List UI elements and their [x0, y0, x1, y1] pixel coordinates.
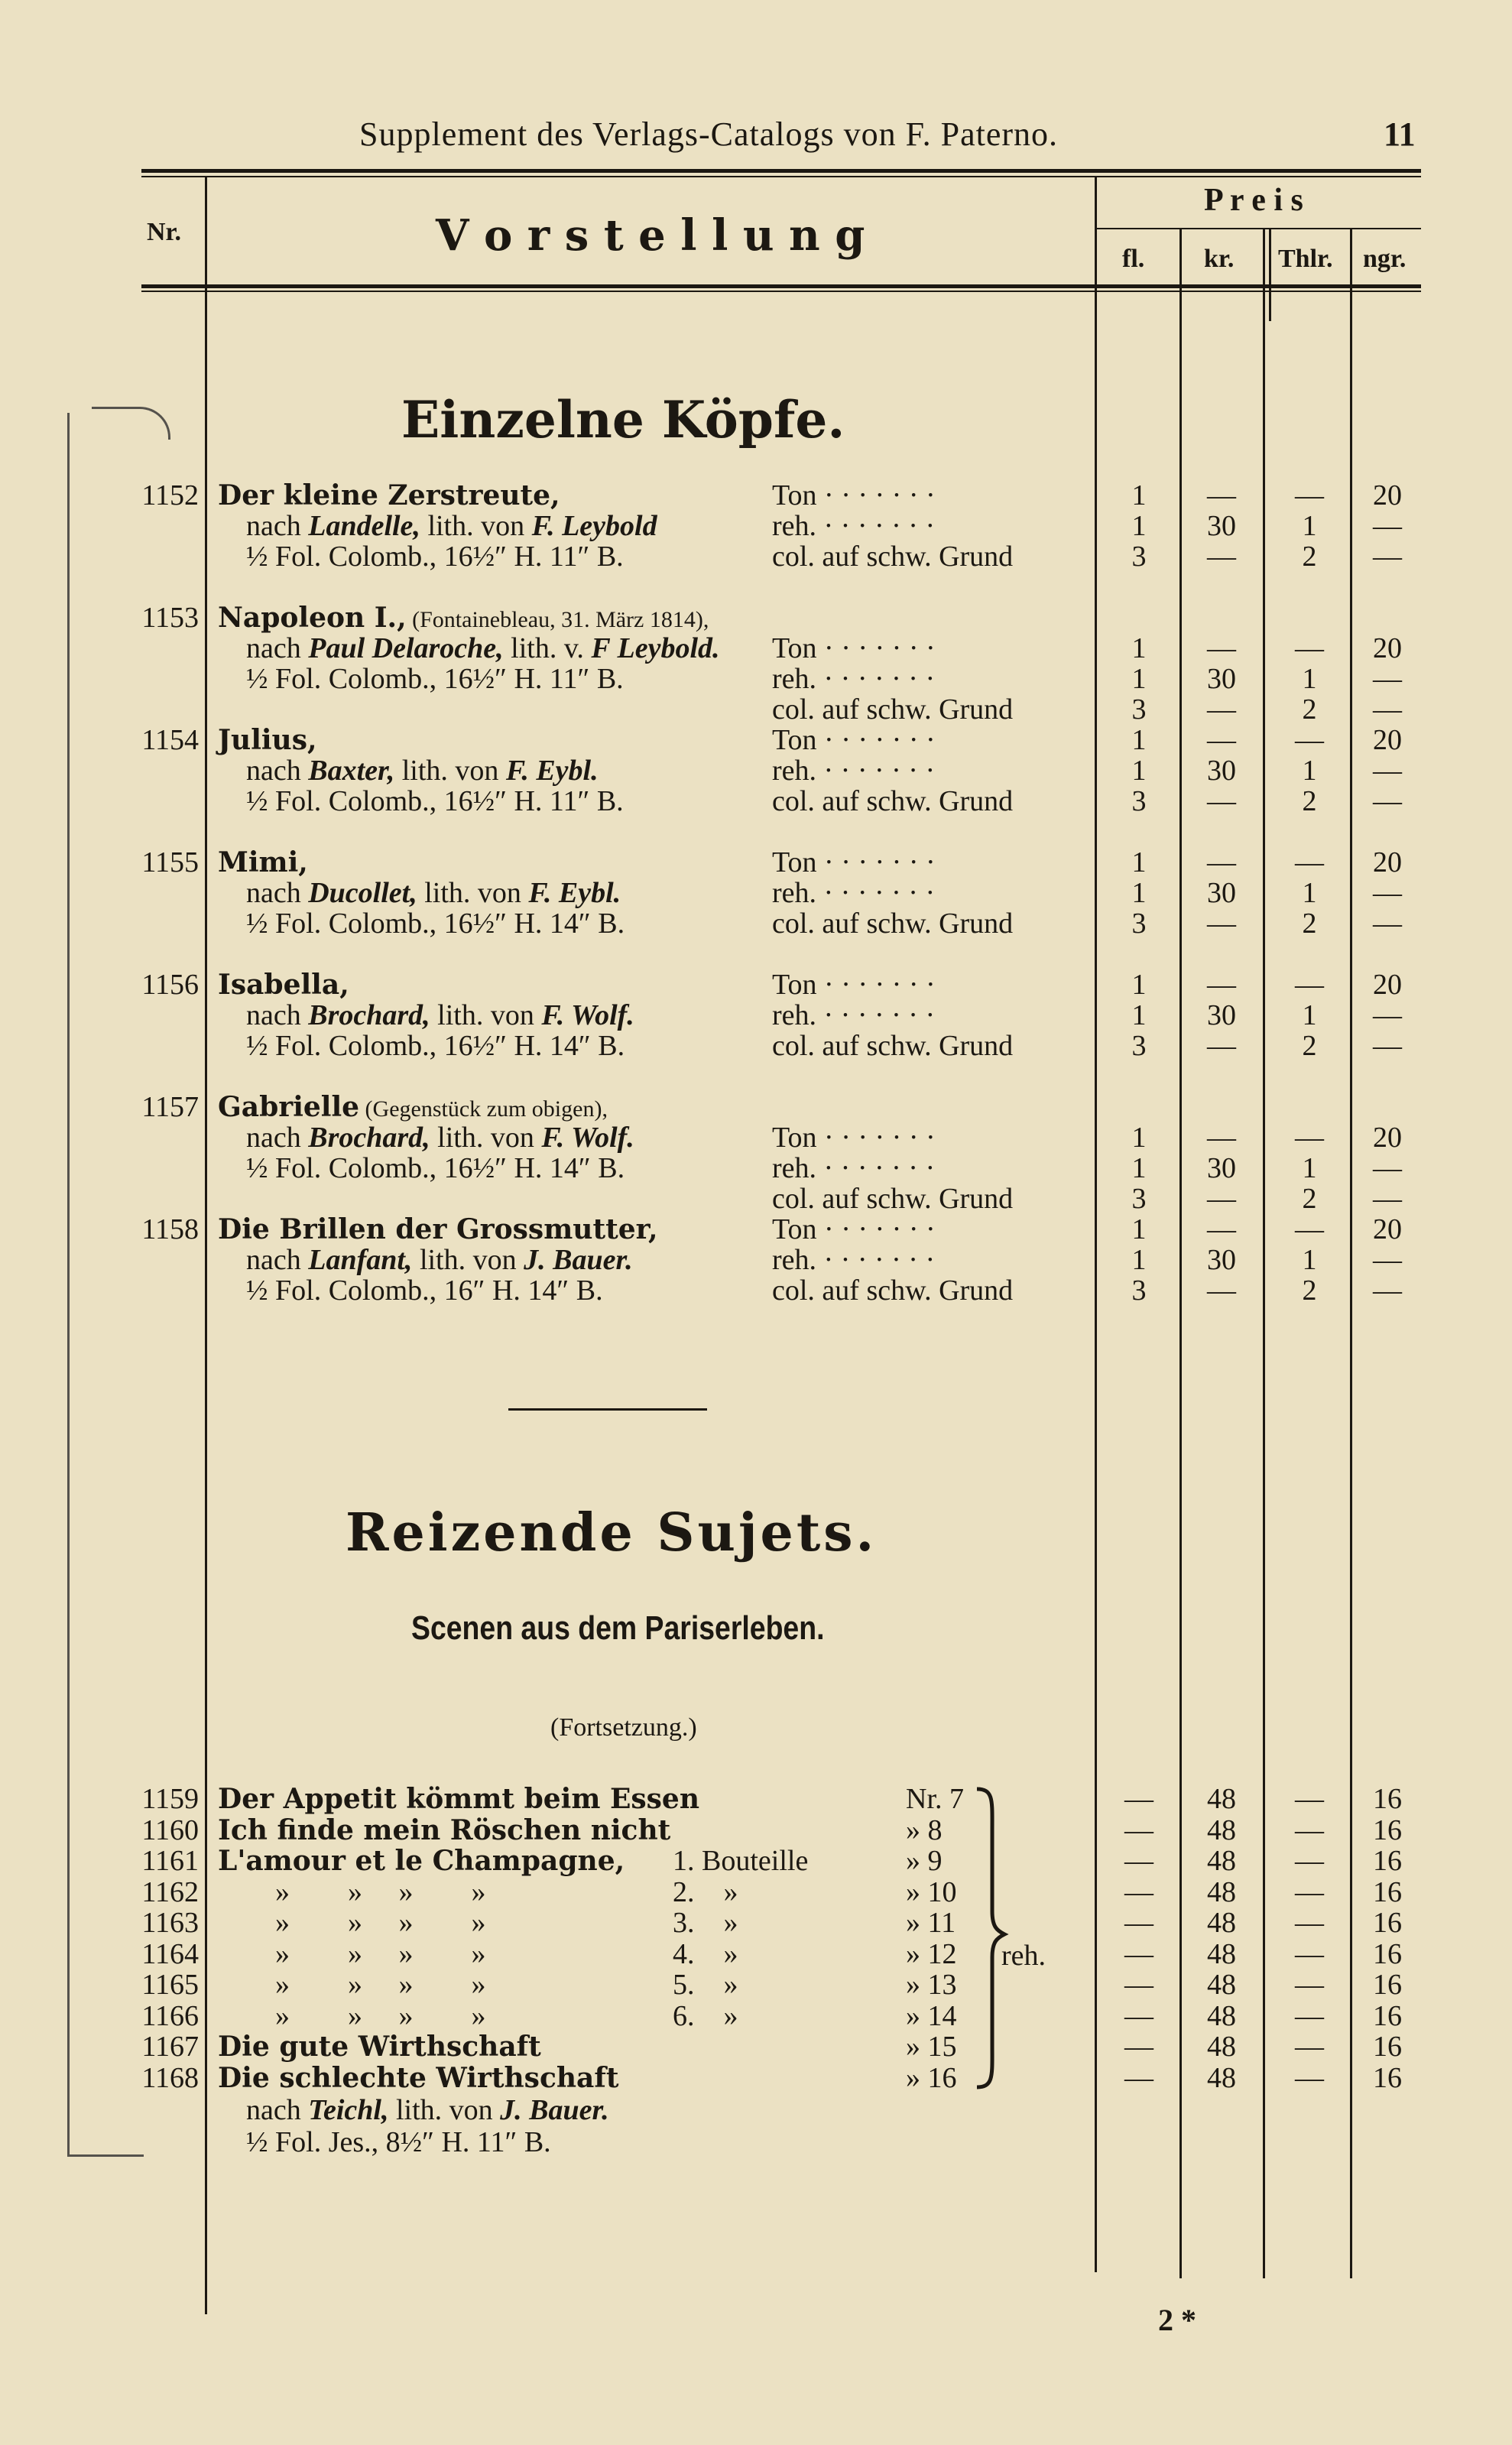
plain-text: nach: [246, 510, 309, 542]
price-thlr: —: [1295, 1213, 1324, 1245]
variant-label: col. auf schw. Grund: [772, 1030, 1014, 1062]
entry-title: » » » »: [275, 1876, 486, 1908]
price-fl: 1: [1131, 755, 1147, 787]
price-ngr: 16: [1373, 2062, 1402, 2094]
entry-number: 1164: [141, 1938, 199, 1970]
name-text: Baxter,: [308, 755, 395, 787]
entry-line: [218, 969, 349, 1000]
title-text: Mimi,: [218, 846, 308, 878]
column-rule-kr: [1263, 229, 1265, 2278]
plain-text: nach: [246, 755, 309, 787]
price-thlr: —: [1295, 2000, 1324, 2032]
price-thlr: 2: [1302, 908, 1317, 940]
column-ngr: ngr.: [1363, 245, 1407, 273]
price-fl: —: [1124, 1907, 1153, 1939]
entry-line: [246, 633, 720, 664]
sheet-number: » 14: [906, 2000, 957, 2032]
header-rule-top-thin: [141, 176, 1421, 177]
price-kr: 48: [1207, 1938, 1236, 1970]
entry-number: 1152: [141, 479, 199, 511]
price-kr: —: [1207, 693, 1236, 726]
price-kr: 30: [1207, 1152, 1236, 1184]
price-kr: —: [1207, 1183, 1236, 1215]
plain-text: nach: [246, 1122, 309, 1154]
plain-text: ½ Fol. Colomb., 16½″ H. 14″ B.: [246, 1152, 625, 1184]
pencil-bracket-top: [92, 407, 170, 440]
price-fl: 1: [1131, 724, 1147, 756]
price-thlr: —: [1295, 1122, 1324, 1154]
price-fl: —: [1124, 1876, 1153, 1908]
price-kr: 48: [1207, 1783, 1236, 1815]
price-fl: 1: [1131, 999, 1147, 1031]
column-preis: P r e i s: [1204, 183, 1303, 218]
price-ngr: —: [1373, 1274, 1402, 1307]
preis-underline: [1095, 228, 1421, 229]
price-kr: 48: [1207, 2062, 1236, 2094]
plain-text: lith. von: [388, 2094, 501, 2126]
sheet-number: » 10: [906, 1876, 957, 1908]
price-thlr: 1: [1302, 510, 1317, 542]
sheet-number: » 15: [906, 2031, 957, 2063]
entry-number: 1153: [141, 602, 199, 634]
variant-label: col. auf schw. Grund: [772, 693, 1014, 726]
price-kr: 30: [1207, 663, 1236, 695]
price-ngr: —: [1373, 785, 1402, 817]
price-ngr: —: [1373, 1183, 1402, 1215]
price-fl: 3: [1131, 1030, 1147, 1062]
variant-label: col. auf schw. Grund: [772, 1183, 1014, 1215]
name-text: Ducollet,: [308, 877, 417, 909]
header-rule-bottom: [141, 284, 1421, 288]
price-thlr: 1: [1302, 999, 1317, 1031]
price-kr: 30: [1207, 755, 1236, 787]
section-title-reizende-sujets: Reizende Sujets.: [346, 1502, 878, 1563]
column-vorstellung: V o r s t e l l u n g: [436, 210, 865, 261]
price-fl: 1: [1131, 1122, 1147, 1154]
bottle-number: 3. »: [673, 1907, 738, 1939]
price-thlr: —: [1295, 1969, 1324, 2001]
price-thlr: —: [1295, 846, 1324, 878]
price-thlr: 2: [1302, 541, 1317, 573]
plain-text: lith. v.: [503, 632, 592, 664]
variant-label: Ton · · · · · · ·: [772, 632, 936, 664]
plain-text: nach: [246, 877, 309, 909]
price-fl: 1: [1131, 479, 1147, 511]
entry-number: 1155: [141, 846, 199, 878]
price-thlr: —: [1295, 1938, 1324, 1970]
price-fl: —: [1124, 2031, 1153, 2063]
price-kr: —: [1207, 1274, 1236, 1307]
page-number: 11: [1384, 115, 1416, 153]
price-fl: 1: [1131, 1152, 1147, 1184]
price-thlr: —: [1295, 1876, 1324, 1908]
header-rule-bottom-thin: [141, 291, 1421, 292]
name-text: F. Wolf.: [541, 1122, 634, 1154]
plain-text: lith. von: [412, 1244, 524, 1276]
price-fl: —: [1124, 1814, 1153, 1846]
section-subtitle: Scenen aus dem Pariserleben.: [411, 1609, 825, 1647]
price-kr: 48: [1207, 1876, 1236, 1908]
price-kr: —: [1207, 541, 1236, 573]
price-ngr: —: [1373, 1152, 1402, 1184]
sheet-number: » 16: [906, 2062, 957, 2094]
note-text: (Gegenstück zum obigen),: [359, 1096, 608, 1122]
price-fl: 1: [1131, 969, 1147, 1001]
section-divider: [508, 1408, 707, 1411]
entry-title: » » » »: [275, 1938, 486, 1970]
price-ngr: —: [1373, 541, 1402, 573]
column-fl: fl.: [1122, 245, 1145, 273]
entry-line: [246, 664, 624, 694]
price-ngr: —: [1373, 755, 1402, 787]
running-header: Supplement des Verlags-Catalogs von F. Paterno.: [359, 115, 1059, 153]
price-thlr: —: [1295, 1783, 1324, 1815]
price-ngr: 20: [1373, 846, 1402, 878]
price-thlr: 2: [1302, 785, 1317, 817]
entry-title: [218, 2031, 541, 2062]
title-text: Der Appetit kömmt beim Essen: [218, 1783, 699, 1815]
entry-number: 1156: [141, 969, 199, 1001]
entry-title: [218, 2063, 618, 2093]
price-thlr: —: [1295, 2031, 1324, 2063]
name-text: Brochard,: [308, 1122, 430, 1154]
entry-line: [218, 725, 317, 755]
footer-lith-line: [246, 2095, 609, 2125]
plain-text: nach: [246, 999, 309, 1031]
price-thlr: —: [1295, 479, 1324, 511]
entry-line: [218, 1214, 658, 1245]
price-fl: 1: [1131, 877, 1147, 909]
price-ngr: 20: [1373, 1122, 1402, 1154]
sheet-number: » 9: [906, 1845, 943, 1877]
price-fl: 1: [1131, 632, 1147, 664]
variant-label: Ton · · · · · · ·: [772, 969, 936, 1001]
price-kr: 48: [1207, 1845, 1236, 1877]
price-thlr: —: [1295, 2062, 1324, 2094]
sheet-number: » 8: [906, 1814, 943, 1846]
entry-line: [246, 511, 657, 541]
price-kr: 30: [1207, 999, 1236, 1031]
plain-text: ½ Fol. Colomb., 16½″ H. 11″ B.: [246, 541, 624, 573]
price-kr: 48: [1207, 1907, 1236, 1939]
column-rule-kr-double: [1269, 229, 1271, 321]
price-fl: 1: [1131, 510, 1147, 542]
title-text: Gabrielle: [218, 1091, 360, 1123]
price-thlr: —: [1295, 1907, 1324, 1939]
price-ngr: —: [1373, 663, 1402, 695]
entry-line: [246, 878, 621, 908]
name-text: J. Bauer.: [500, 2094, 609, 2126]
title-text: Isabella,: [218, 969, 349, 1001]
plain-text: ½ Fol. Colomb., 16½″ H. 14″ B.: [246, 908, 625, 940]
entry-number: 1160: [141, 1814, 199, 1846]
column-kr: kr.: [1204, 245, 1235, 273]
plain-text: ½ Fol. Colomb., 16½″ H. 11″ B.: [246, 663, 624, 695]
price-fl: —: [1124, 2000, 1153, 2032]
pencil-bracket-bottom: [67, 2154, 144, 2157]
price-kr: 30: [1207, 510, 1236, 542]
variant-label: reh. · · · · · · ·: [772, 663, 936, 695]
price-kr: —: [1207, 969, 1236, 1001]
price-fl: 1: [1131, 663, 1147, 695]
price-fl: 3: [1131, 785, 1147, 817]
entry-line: [246, 541, 624, 572]
variant-label: Ton · · · · · · ·: [772, 724, 936, 756]
price-kr: —: [1207, 908, 1236, 940]
bottle-number: 6. »: [673, 2000, 738, 2032]
price-ngr: 20: [1373, 1213, 1402, 1245]
plain-text: lith. von: [417, 877, 529, 909]
sheet-signature: 2 *: [1158, 2303, 1196, 2337]
variant-label: Ton · · · · · · ·: [772, 1122, 936, 1154]
price-thlr: —: [1295, 632, 1324, 664]
price-kr: 30: [1207, 877, 1236, 909]
price-kr: 48: [1207, 1969, 1236, 2001]
entry-title: » » » »: [275, 1969, 486, 2001]
sheet-number: Nr. 7: [906, 1783, 964, 1815]
price-kr: 48: [1207, 2000, 1236, 2032]
plain-text: lith. von: [430, 1122, 542, 1154]
entry-title: » » » »: [275, 1907, 486, 1939]
price-thlr: 2: [1302, 1183, 1317, 1215]
name-text: F Leybold.: [591, 632, 720, 664]
entry-line: [218, 847, 308, 878]
price-thlr: —: [1295, 969, 1324, 1001]
entry-number: 1168: [141, 2062, 199, 2094]
entry-line: [246, 1245, 633, 1275]
sheet-number: » 11: [906, 1907, 956, 1939]
price-ngr: —: [1373, 510, 1402, 542]
price-fl: —: [1124, 1783, 1153, 1815]
plain-text: ½ Fol. Colomb., 16½″ H. 14″ B.: [246, 1030, 625, 1062]
bottle-number: 2. »: [673, 1876, 738, 1908]
entry-line: [246, 786, 624, 817]
price-ngr: 20: [1373, 724, 1402, 756]
price-ngr: 16: [1373, 1938, 1402, 1970]
variant-label: reh. · · · · · · ·: [772, 1152, 936, 1184]
column-nr: Nr.: [147, 218, 182, 246]
price-thlr: 1: [1302, 663, 1317, 695]
price-ngr: —: [1373, 877, 1402, 909]
variant-label: col. auf schw. Grund: [772, 908, 1014, 940]
entry-title: [218, 1784, 699, 1814]
price-ngr: —: [1373, 1244, 1402, 1276]
title-text: L'amour et le Champagne,: [218, 1845, 625, 1877]
section-title-einzelne-koepfe: Einzelne Köpfe.: [401, 390, 845, 450]
bottle-number: 4. »: [673, 1938, 738, 1970]
plain-text: nach: [246, 2094, 309, 2126]
price-thlr: 2: [1302, 1274, 1317, 1307]
price-thlr: —: [1295, 1845, 1324, 1877]
price-fl: —: [1124, 2062, 1153, 2094]
name-text: Paul Delaroche,: [308, 632, 504, 664]
name-text: J. Bauer.: [524, 1244, 633, 1276]
pencil-bracket-mark: [67, 413, 70, 2156]
entry-number: 1167: [141, 2031, 199, 2063]
price-ngr: 20: [1373, 969, 1402, 1001]
title-text: Julius,: [218, 724, 317, 756]
price-fl: —: [1124, 1938, 1153, 1970]
price-ngr: 16: [1373, 1845, 1402, 1877]
price-fl: 3: [1131, 1183, 1147, 1215]
name-text: Landelle,: [308, 510, 420, 542]
price-ngr: 20: [1373, 632, 1402, 664]
variant-label: Ton · · · · · · ·: [772, 846, 936, 878]
bottle-number: 5. »: [673, 1969, 738, 2001]
section-note: (Fortsetzung.): [550, 1713, 697, 1742]
price-fl: 1: [1131, 1244, 1147, 1276]
title-text: Die Brillen der Grossmutter,: [218, 1213, 658, 1245]
name-text: F. Leybold: [531, 510, 657, 542]
price-ngr: —: [1373, 999, 1402, 1031]
price-thlr: 1: [1302, 1244, 1317, 1276]
brace-path: [977, 1789, 1004, 2087]
price-kr: —: [1207, 1030, 1236, 1062]
title-text: Die gute Wirthschaft: [218, 2031, 541, 2063]
price-ngr: 16: [1373, 1907, 1402, 1939]
sheet-number: » 13: [906, 1969, 957, 2001]
price-kr: 30: [1207, 1244, 1236, 1276]
price-thlr: 1: [1302, 1152, 1317, 1184]
price-thlr: 2: [1302, 1030, 1317, 1062]
variant-label: Ton · · · · · · ·: [772, 1213, 936, 1245]
name-text: Teichl,: [308, 2094, 389, 2126]
price-ngr: 16: [1373, 1969, 1402, 2001]
price-ngr: —: [1373, 1030, 1402, 1062]
price-fl: —: [1124, 1845, 1153, 1877]
price-kr: —: [1207, 724, 1236, 756]
entry-number: 1154: [141, 724, 199, 756]
name-text: F. Eybl.: [505, 755, 599, 787]
price-kr: 48: [1207, 1814, 1236, 1846]
title-text: Napoleon I.,: [218, 602, 407, 634]
variant-label: col. auf schw. Grund: [772, 541, 1014, 573]
price-ngr: 16: [1373, 2000, 1402, 2032]
price-thlr: —: [1295, 724, 1324, 756]
column-rule-nr: [205, 177, 207, 2314]
price-ngr: —: [1373, 693, 1402, 726]
group-brace: [971, 1785, 1017, 2091]
column-rule-thlr: [1350, 229, 1352, 2278]
plain-text: ½ Fol. Colomb., 16½″ H. 11″ B.: [246, 785, 624, 817]
entry-title: » » » »: [275, 2000, 486, 2032]
entry-number: 1161: [141, 1845, 199, 1877]
title-text: Ich finde mein Röschen nicht: [218, 1814, 671, 1846]
entry-line: [246, 1000, 634, 1031]
entry-number: 1165: [141, 1969, 199, 2001]
bottle-number: 1. Bouteille: [673, 1845, 809, 1877]
plain-text: lith. von: [430, 999, 542, 1031]
price-kr: 48: [1207, 2031, 1236, 2063]
group-variant-reh: reh.: [1001, 1940, 1046, 1972]
entry-number: 1166: [141, 2000, 199, 2032]
price-kr: —: [1207, 632, 1236, 664]
plain-text: nach: [246, 632, 309, 664]
entry-line: [246, 1031, 625, 1061]
footer-format-line: ½ Fol. Jes., 8½″ H. 11″ B.: [246, 2126, 551, 2158]
entry-line: [246, 755, 599, 786]
header-rule-top: [141, 169, 1421, 173]
name-text: F. Wolf.: [541, 999, 634, 1031]
price-thlr: 1: [1302, 877, 1317, 909]
name-text: Brochard,: [308, 999, 430, 1031]
variant-label: reh. · · · · · · ·: [772, 1244, 936, 1276]
entry-number: 1162: [141, 1876, 199, 1908]
plain-text: ½ Fol. Colomb., 16″ H. 14″ B.: [246, 1274, 603, 1307]
price-fl: 3: [1131, 541, 1147, 573]
title-text: Die schlechte Wirthschaft: [218, 2062, 619, 2094]
price-kr: —: [1207, 785, 1236, 817]
column-thlr: Thlr.: [1278, 245, 1333, 273]
price-ngr: —: [1373, 908, 1402, 940]
entry-line: [218, 1092, 608, 1125]
variant-label: col. auf schw. Grund: [772, 785, 1014, 817]
column-rule-fl: [1179, 229, 1182, 2278]
price-fl: 1: [1131, 846, 1147, 878]
entry-line: [246, 1122, 634, 1153]
price-kr: —: [1207, 1213, 1236, 1245]
price-thlr: 1: [1302, 755, 1317, 787]
plain-text: lith. von: [394, 755, 506, 787]
entry-line: [246, 1153, 625, 1184]
price-ngr: 16: [1373, 1876, 1402, 1908]
price-ngr: 16: [1373, 2031, 1402, 2063]
variant-label: reh. · · · · · · ·: [772, 877, 936, 909]
entry-line: [218, 480, 560, 511]
entry-line: [218, 602, 709, 635]
entry-line: [246, 1275, 603, 1306]
price-fl: 1: [1131, 1213, 1147, 1245]
entry-number: 1163: [141, 1907, 199, 1939]
name-text: Lanfant,: [308, 1244, 413, 1276]
price-fl: —: [1124, 1969, 1153, 2001]
column-rule-preis: [1095, 177, 1097, 2272]
price-ngr: 16: [1373, 1783, 1402, 1815]
title-text: Der kleine Zerstreute,: [218, 479, 560, 511]
entry-number: 1158: [141, 1213, 199, 1245]
entry-number: 1157: [141, 1091, 199, 1123]
price-kr: —: [1207, 479, 1236, 511]
price-thlr: 2: [1302, 693, 1317, 726]
note-text: (Fontainebleau, 31. März 1814),: [406, 607, 709, 632]
entry-title: [218, 1815, 670, 1846]
price-fl: 3: [1131, 1274, 1147, 1307]
entry-title: [218, 1846, 625, 1876]
price-kr: —: [1207, 846, 1236, 878]
price-ngr: 20: [1373, 479, 1402, 511]
entry-line: [246, 908, 625, 939]
variant-label: col. auf schw. Grund: [772, 1274, 1014, 1307]
price-fl: 3: [1131, 693, 1147, 726]
price-fl: 3: [1131, 908, 1147, 940]
sheet-number: » 12: [906, 1938, 957, 1970]
plain-text: lith. von: [420, 510, 532, 542]
price-ngr: 16: [1373, 1814, 1402, 1846]
entry-number: 1159: [141, 1783, 199, 1815]
plain-text: nach: [246, 1244, 309, 1276]
variant-label: reh. · · · · · · ·: [772, 999, 936, 1031]
variant-label: reh. · · · · · · ·: [772, 510, 936, 542]
variant-label: reh. · · · · · · ·: [772, 755, 936, 787]
price-thlr: —: [1295, 1814, 1324, 1846]
variant-label: Ton · · · · · · ·: [772, 479, 936, 511]
name-text: F. Eybl.: [528, 877, 621, 909]
price-kr: —: [1207, 1122, 1236, 1154]
